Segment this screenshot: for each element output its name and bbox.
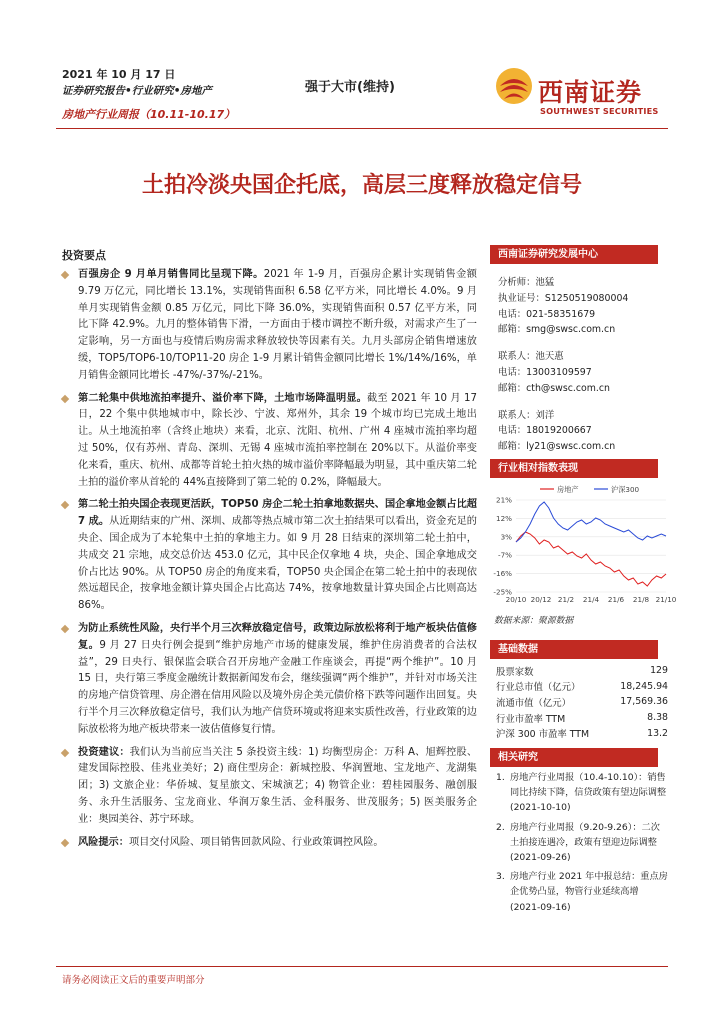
diamond-bullet-icon (61, 838, 69, 846)
y-tick-label: 12% (496, 513, 512, 523)
legend-label: 沪深300 (611, 485, 640, 494)
basic-data-title: 基础数据 (490, 640, 658, 659)
y-tick-label: -16% (493, 569, 512, 579)
x-tick-label: 21/8 (632, 595, 650, 604)
related-research-list (496, 770, 668, 919)
basic-data-table (496, 663, 668, 741)
list-item[interactable]: 2. 房地产行业周报（9.20-9.26）：二次土拍接连遇冷，政策有望迎边际调整 (2021-09-26) (496, 821, 660, 864)
related-research-title: 相关研究 (490, 748, 658, 767)
y-tick-label: 21% (496, 495, 512, 505)
investment-advice: 投资建议：我们认为当前应当关注 5 条投资主线：1) 均衡型房企：万科 A、旭辉控股、建发国际控股、佳兆业美好；2) 商住型房企：新城控股、华润置地、宝龙地产、龙湖集团；3) 文旅企业：华侨城、复星旅文、宋城演艺；4) 物管企业：碧桂园服务、融创服务、永升生活服务、宝龙商业、华润万象生活、金科服务、世茂服务；5) 医美服务企业：奥园美谷、苏宁环球。 (62, 745, 477, 829)
list-item[interactable]: 3. 房地产行业 2021 年中报总结：重点房企优势凸显，物管行业延续高增 (2021-09-16) (496, 871, 668, 913)
key-point: 为防止系统性风险，央行半个月三次释放稳定信号，政策边际放松将利于地产板块估值修复。9 月 27 日央行例会提到“维护房地产市场的健康发展，维护住房消费者的合法权益”，29 日央行、银保监会联合召开房地产金融工作座谈会，再提“两个维护”。10 月 15 日，央行第三季度金融统计数据新闻发布会，继续强调“两个维护”，并针对市场关注的房地产信贷管理、房企潜在信用风险以及境外房企美元债价格下跌等问题作出回复。央行半个月三次释放稳定信号，我们认为地产信贷环境或将迎来实质性改善，行业政策的边际放松将为地产板块带来一波估值修复行情。 (62, 621, 477, 739)
diamond-bullet-icon (61, 394, 69, 402)
analyst-info: 分析师：池猛 执业证号：S1250519080004 电话：021-58351679 邮箱：smg@swsc.com.cn 联系人：池天惠 电话：13003109597 邮箱：cth@swsc.com.cn 联系人：刘洋 电话：18019200667 邮箱：ly21@swsc.com.cn (498, 277, 629, 453)
footer-divider (56, 966, 668, 967)
legend-label: 房地产 (557, 485, 579, 494)
x-tick-label: 20/10 (505, 595, 527, 604)
chart-source: 数据来源：聚源数据 (494, 616, 574, 626)
logo-text-en: SOUTHWEST SECURITIES (540, 106, 659, 116)
relative-index-chart (486, 480, 677, 610)
y-tick-label: 3% (500, 532, 512, 542)
logo-text: 西南证券 (538, 78, 643, 107)
weekly-title: 房地产行业周报（10.11-10.17） (62, 108, 236, 121)
x-tick-label: 21/2 (557, 595, 575, 604)
section-title: 投资要点 (62, 249, 106, 262)
risk-warning: 风险提示：项目交付风险、项目销售回款风险、行业政策调控风险。 (62, 835, 477, 852)
x-tick-label: 21/6 (607, 595, 625, 604)
table-row: 行业总市值（亿元） 18,245.94 (496, 680, 668, 694)
key-point: 百强房企 9 月单月销售同比呈现下降。2021 年 1-9 月，百强房企累计实现销售金额 9.79 万亿元，同比增长 13.1%，实现销售面积 6.58 亿平方米，同比增长 4.0%。9 月单月实现销售金额 0.85 万亿元，同比下降 36.0%，实现销售面积 0.57 亿平方米，同比下降 42.9%。九月的整体销售下滑，一方面由于楼市调控不断升级，对需求产生了一定影响，另一方面也与疫情后购房需求释放较快等因素有关。九月头部房企销售增速放缓，TOP5/TOP6-10/TOP11-20 房企 1-9 月累计销售金额同比增长 1%/14%/16%，单月销售金额同比增长 -47%/-37%/-21%。 (62, 267, 477, 385)
x-tick-label: 20/12 (530, 595, 552, 604)
rating: 强于大市(维持) (305, 80, 395, 95)
list-item[interactable]: 1. 房地产行业周报（10.4-10.10）：销售同比持续下降，信贷政策有望边际调整 (2021-10-10) (496, 772, 667, 814)
diamond-bullet-icon (61, 625, 69, 633)
x-tick-label: 21/4 (582, 595, 600, 604)
table-row: 流通市值（亿元） 17,569.36 (496, 696, 668, 709)
chart-section-title: 行业相对指数表现 (490, 459, 658, 478)
main-content (62, 267, 477, 857)
y-tick-label: -7% (498, 550, 512, 560)
table-row: 沪深 300 市盈率 TTM 13.2 (496, 727, 668, 741)
page-title: 土拍冷淡央国企托底，高层三度释放稳定信号 (141, 172, 582, 198)
header-divider (56, 128, 668, 129)
table-row: 股票家数 129 (496, 665, 668, 678)
x-tick-label: 21/10 (655, 595, 677, 604)
company-logo-icon (494, 66, 534, 110)
table-row: 行业市盈率 TTM 8.38 (496, 712, 668, 725)
series-line-real-estate (516, 532, 666, 586)
y-tick-label: -25% (493, 587, 512, 597)
diamond-bullet-icon (61, 271, 69, 279)
report-date: 2021 年 10 月 17 日 (62, 68, 176, 81)
key-point: 第二轮集中供地流拍率提升、溢价率下降，土地市场降温明显。截至 2021 年 10 月 17 日，22 个集中供地城市中，除长沙、宁波、郑州外，其余 19 个城市均已完成土地出让。从土地流拍率（含终止地块）来看，北京、沈阳、杭州、广州 4 座城市流拍率均超过 50%，仅有苏州、青岛、深圳、无锡 4 座城市流拍率控制在 20%以下。从溢价率变化来看，重庆、杭州、成都等首轮土拍火热的城市溢价率降幅最为明显，其中重庆第二轮土拍的溢价率从首轮的 44%直接降到了第二轮的 0.2%，降幅最大。 (62, 391, 477, 492)
diamond-bullet-icon (61, 748, 69, 756)
footer-disclaimer: 请务必阅读正文后的重要声明部分 (62, 975, 205, 986)
diamond-bullet-icon (61, 501, 69, 509)
research-center-title: 西南证券研究发展中心 (490, 245, 658, 264)
series-line-csi300 (516, 502, 666, 542)
key-point: 第二轮土拍央国企表现更活跃，TOP50 房企二轮土拍拿地数据央、国企拿地金额占比超 7 成。从近期结束的广州、深圳、成都等热点城市第二次土拍结果可以看出，资金充足的央企、国企成为了本轮集中土拍的拿地主力。如 9 月 28 日结束的深圳第二轮土拍中，共成交 21 宗地，成交总价达 453.0 亿元，其中民企仅拿地 4 块，央企、国企拿地成交价占比达 90%。从 TOP50 房企的角度来看，TOP50 央企国企在第二轮土拍中的表现依然远超民企，按拿地金额计算央国企占比高达 74%，按拿地数量计算央国企占比则高达 86%。 (62, 497, 477, 615)
report-type: 证券研究报告•行业研究•房地产 (62, 85, 212, 97)
